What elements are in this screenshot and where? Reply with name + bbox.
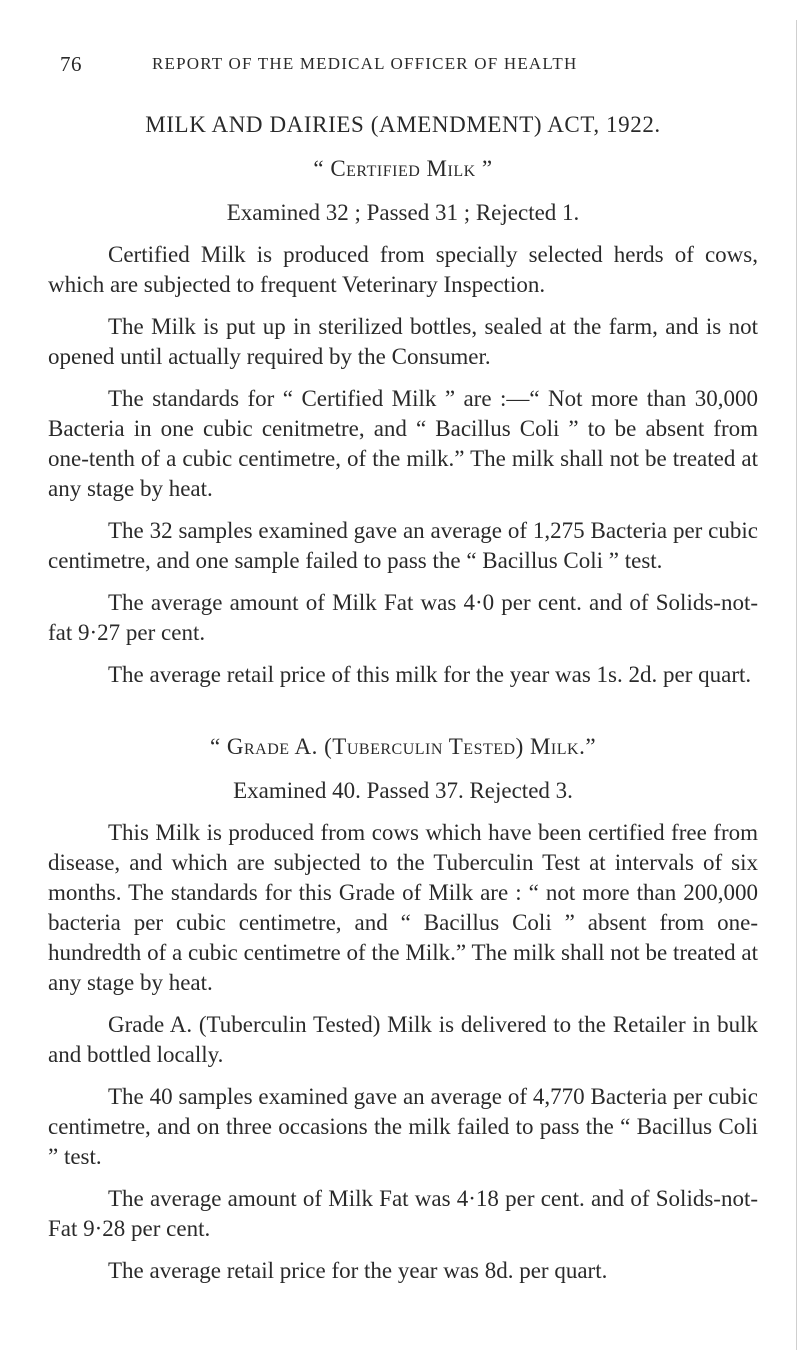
certified-paragraph: The 32 samples examined gave an average of 1,275 Bacteria per cubic centimetre, and one sample failed to pass the “ Bacillus Coli ” test. — [48, 518, 758, 573]
certified-paragraph: The average amount of Milk Fat was 4·0 per cent. and of Solids-not-fat 9·27 per cent. — [48, 590, 758, 645]
act-title: MILK AND DAIRIES (AMENDMENT) ACT, 1922. — [145, 112, 661, 137]
grade-a-paragraph: Grade A. (Tuberculin Tested) Milk is delivered to the Retailer in bulk and bottled locally. — [48, 1012, 758, 1067]
grade-a-paragraph: The average retail price for the year was 8d. per quart. — [108, 1258, 608, 1283]
page-edge-divider — [796, 20, 797, 1350]
certified-paragraph: The average retail price of this milk for the year was 1s. 2d. per quart. — [108, 662, 752, 687]
certified-paragraph: The Milk is put up in sterilized bottles, sealed at the farm, and is not opened until actually required by the Consumer. — [48, 314, 758, 369]
grade-a-stats: Examined 40. Passed 37. Rejected 3. — [233, 778, 573, 803]
page-number: 76 — [60, 52, 82, 76]
certified-paragraph: The standards for “ Certified Milk ” are :—“ Not more than 30,000 Bacteria in one cubic cenitmetre, and “ Bacillus Coli ” to be absent from one-tenth of a cubic centimetre, of the milk.” The milk shall not be treated at any stage by heat. — [48, 386, 758, 501]
certified-paragraph: Certified Milk is produced from specially selected herds of cows, which are subjected to frequent Veterinary Inspection. — [48, 242, 758, 297]
grade-a-paragraph: This Milk is produced from cows which have been certified free from disease, and which are subjected to the Tuberculin Test at intervals of six months. The standards for this Grade of Milk are : “ not more than 200,000 bacteria per cubic centimetre, and “ Bacillus Coli ” absent from one-hundredth of a cubic centimetre of the Milk.” The milk shall not be treated at any stage by heat. — [48, 820, 758, 995]
grade-a-paragraph: The average amount of Milk Fat was 4·18 per cent. and of Solids-not-Fat 9·28 per cent. — [48, 1186, 758, 1241]
running-title: REPORT OF THE MEDICAL OFFICER OF HEALTH — [152, 54, 578, 73]
grade-a-paragraph: The 40 samples examined gave an average of 4,770 Bacteria per cubic centimetre, and on three occasions the milk failed to pass the “ Bacillus Coli ” test. — [48, 1084, 758, 1169]
certified-milk-stats: Examined 32 ; Passed 31 ; Rejected 1. — [226, 200, 580, 225]
grade-a-heading: “ Grade A. (Tuberculin Tested) Milk.” — [209, 734, 597, 759]
certified-milk-heading: “ Certified Milk ” — [313, 156, 493, 181]
page-body — [48, 110, 758, 1286]
